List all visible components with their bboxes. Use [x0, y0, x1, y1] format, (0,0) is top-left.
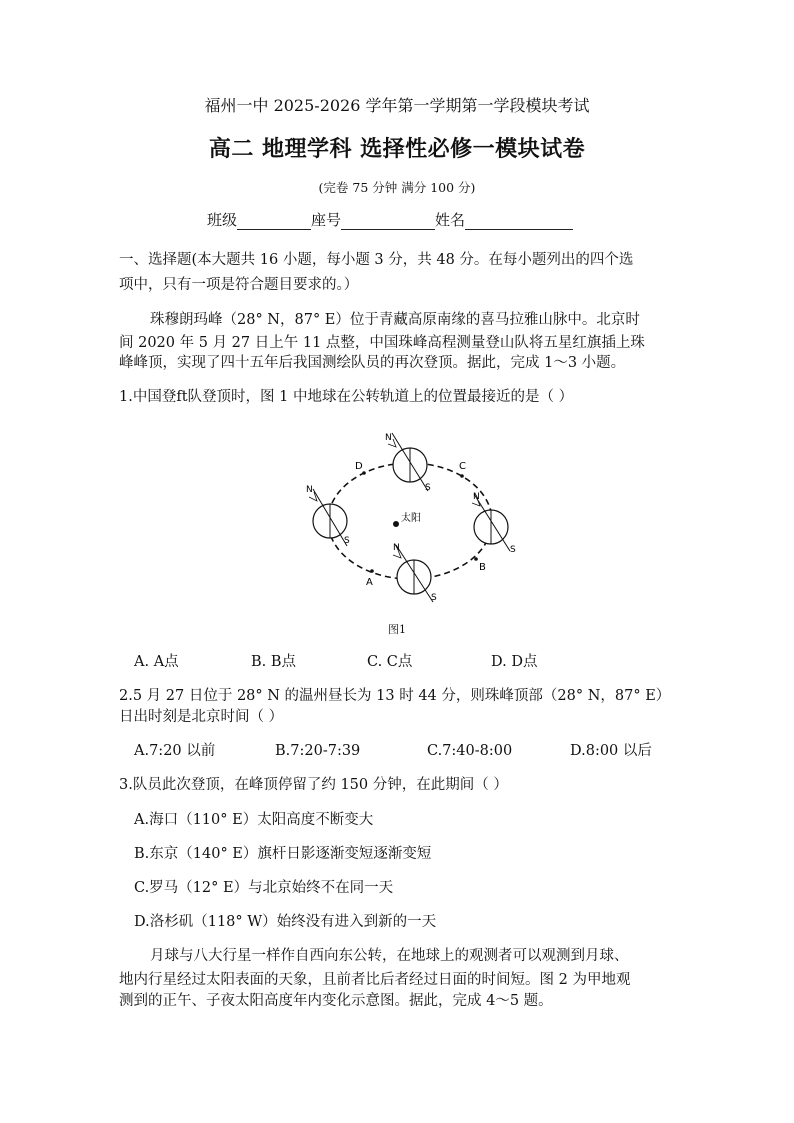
- earth-right: [472, 492, 516, 555]
- figure-1-caption: 图1: [388, 623, 406, 636]
- q3-option-d[interactable]: D.洛杉矶（118° W）始终没有进入到新的一天: [134, 914, 437, 930]
- south-label: S: [431, 593, 437, 603]
- passage2-line1: 月球与八大行星一样作自西向东公转，在地球上的观测者可以观测到月球、: [150, 948, 629, 964]
- earth-bottom: [393, 543, 437, 603]
- orbit-point-d: D: [355, 461, 363, 472]
- orbit-point-d-dot: [362, 471, 366, 475]
- q3-option-b[interactable]: B.东京（140° E）旗杆日影逐渐变短逐渐变短: [134, 846, 432, 862]
- section-intro-line1: 一、选择题(本大题共 16 小题，每小题 3 分，共 48 分。在每小题列出的四个选: [119, 252, 634, 268]
- class-field[interactable]: [237, 213, 311, 230]
- orbit-point-a-dot: [370, 569, 374, 573]
- seat-label: 座号: [311, 211, 342, 229]
- q3-option-c[interactable]: C.罗马（12° E）与北京始终不在同一天: [134, 880, 394, 896]
- orbit-point-a: A: [366, 577, 373, 588]
- south-label: S: [344, 536, 350, 546]
- q1-option-a[interactable]: A. A点: [134, 654, 179, 670]
- question-2-stem-line2: 日出时刻是北京时间（ ）: [119, 709, 284, 725]
- q2-option-b[interactable]: B.7:20-7:39: [275, 743, 361, 759]
- sun-dot: [393, 521, 399, 527]
- section-intro-line2: 项中，只有一项是符合题目要求的。）: [119, 277, 359, 293]
- question-2-stem-line1: 2.5 月 27 日位于 28° N 的温州昼长为 13 时 44 分，则珠峰顶部（28° N，87° E）: [119, 688, 671, 704]
- south-label: S: [510, 545, 516, 555]
- exam-title: 高二 地理学科 选择性必修一模块试卷: [208, 137, 586, 162]
- figure-1-orbit-diagram: [290, 420, 530, 610]
- question-1-stem: 1.中国登ft队登顶时，图 1 中地球在公转轨道上的位置最接近的是（ ）: [119, 389, 574, 405]
- q3-option-a[interactable]: A.海口（110° E）太阳高度不断变大: [134, 812, 374, 828]
- q2-option-a[interactable]: A.7:20 以前: [134, 743, 216, 759]
- orbit-point-c-dot: [460, 474, 464, 478]
- passage1-line2: 间 2020 年 5 月 27 日上午 11 点整，中国珠峰高程测量登山队将五星红旗插上珠: [119, 335, 645, 351]
- north-label: N: [393, 543, 400, 553]
- earth-left: [306, 485, 350, 546]
- question-3-stem: 3.队员此次登顶，在峰顶停留了约 150 分钟，在此期间（ ）: [119, 777, 508, 793]
- name-label: 姓名: [435, 211, 466, 229]
- passage2-line2: 地内行星经过太阳表面的天象，且前者比后者经过日面的时间短。图 2 为甲地观: [119, 972, 631, 988]
- passage1-line3: 峰峰顶，实现了四十五年后我国测绘队员的再次登顶。据此，完成 1～3 小题。: [119, 355, 626, 371]
- north-label: N: [385, 433, 392, 443]
- orbit-point-c: C: [459, 461, 466, 472]
- student-info-fields: [207, 210, 573, 230]
- seat-field[interactable]: [341, 213, 435, 230]
- school-line: 福州一中 2025-2026 学年第一学期第一学段模块考试: [204, 96, 590, 115]
- north-label: N: [306, 485, 313, 495]
- south-label: S: [425, 483, 431, 493]
- exam-subtitle: (完卷 75 分钟 满分 100 分): [318, 180, 476, 195]
- passage2-line3: 测到的正午、子夜太阳高度年内变化示意图。据此，完成 4～5 题。: [119, 993, 553, 1009]
- sun-label: 太阳: [401, 513, 421, 524]
- q2-option-d[interactable]: D.8:00 以后: [570, 743, 652, 759]
- q2-option-c[interactable]: C.7:40-8:00: [427, 743, 513, 759]
- q1-option-d[interactable]: D. D点: [491, 654, 538, 670]
- class-label: 班级: [207, 211, 238, 229]
- orbit-point-b: B: [479, 562, 486, 573]
- north-label: N: [473, 492, 480, 502]
- q1-option-b[interactable]: B. B点: [251, 654, 297, 670]
- orbit-point-b-dot: [474, 557, 478, 561]
- passage1-line1: 珠穆朗玛峰（28° N，87° E）位于青藏高原南缘的喜马拉雅山脉中。北京时: [150, 312, 640, 328]
- name-field[interactable]: [465, 213, 573, 230]
- earth-top: [385, 433, 431, 493]
- q1-option-c[interactable]: C. C点: [367, 654, 413, 670]
